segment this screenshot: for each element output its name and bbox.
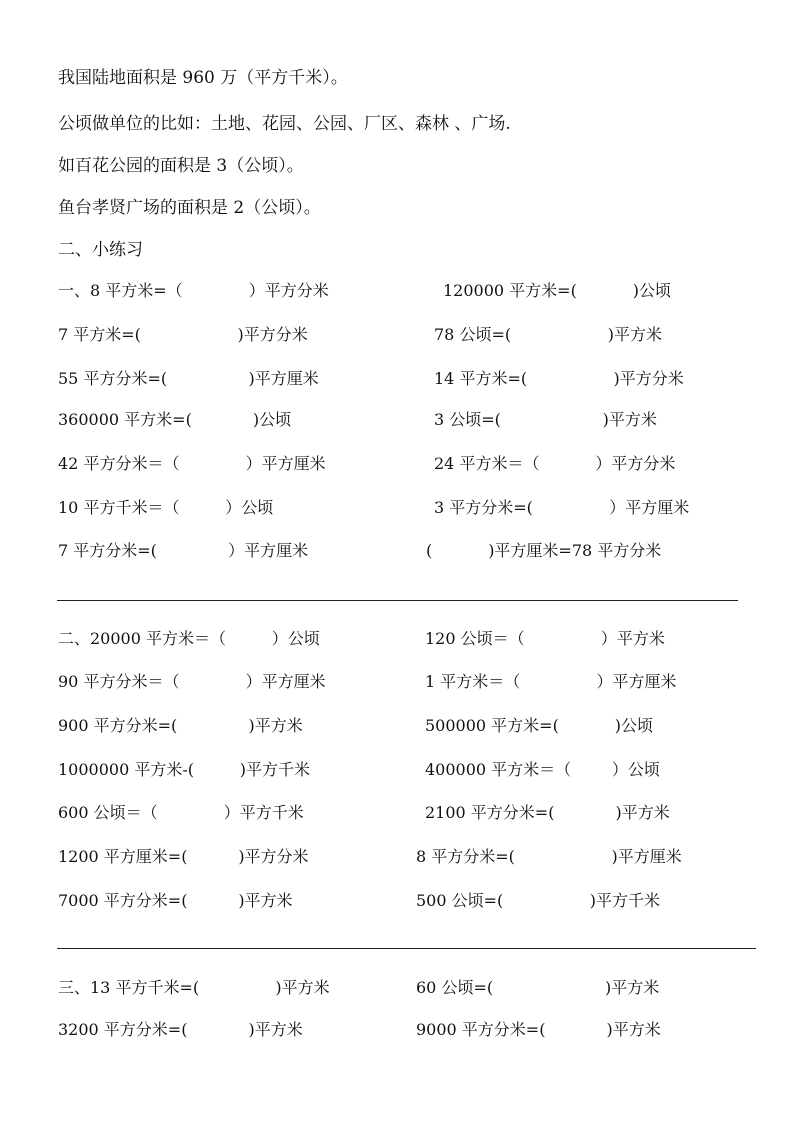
exercise-1-4-left: 360000 平方米=( )公顷 [58, 410, 292, 429]
exercise-1-5-left: 42 平方分米＝（ ）平方厘米 [58, 454, 326, 473]
exercise-3-1-left: 三、13 平方千米=( )平方米 [58, 978, 330, 997]
exercise-2-4-right: 400000 平方米＝（ ）公顷 [425, 760, 660, 779]
exercise-1-3-left: 55 平方分米=( )平方厘米 [58, 369, 319, 388]
intro-line-park-area: 如百花公园的面积是 3（公顷）。 [58, 156, 304, 176]
exercise-2-5-left: 600 公顷＝（ ）平方千米 [58, 803, 304, 822]
intro-line-square-area: 鱼台孝贤广场的面积是 2（公顷）。 [58, 198, 321, 218]
exercise-2-1-left: 二、20000 平方米＝（ ）公顷 [58, 629, 320, 648]
exercise-3-2-right: 9000 平方分米=( )平方米 [416, 1020, 661, 1039]
exercise-2-4-left: 1000000 平方米-( )平方千米 [58, 760, 311, 779]
exercise-1-6-left: 10 平方千米＝（ ）公顷 [58, 498, 274, 517]
section-divider-2 [57, 948, 756, 949]
exercise-1-7-right: ( )平方厘米=78 平方分米 [426, 541, 662, 560]
exercise-2-6-right: 8 平方分米=( )平方厘米 [416, 847, 682, 866]
exercise-2-6-left: 1200 平方厘米=( )平方分米 [58, 847, 309, 866]
exercise-2-1-right: 120 公顷＝（ ）平方米 [425, 629, 665, 648]
section-heading-practice: 二、小练习 [58, 240, 143, 260]
exercise-1-1-left: 一、8 平方米=（ ）平方分米 [58, 281, 329, 300]
exercise-3-1-right: 60 公顷=( )平方米 [416, 978, 660, 997]
exercise-1-5-right: 24 平方米＝（ ）平方分米 [434, 454, 676, 473]
exercise-2-3-right: 500000 平方米=( )公顷 [425, 716, 654, 735]
section-divider-1 [57, 600, 738, 601]
exercise-1-2-left: 7 平方米=( )平方分米 [58, 325, 308, 344]
exercise-2-7-left: 7000 平方分米=( )平方米 [58, 891, 293, 910]
exercise-2-2-right: 1 平方米＝（ ）平方厘米 [425, 672, 677, 691]
exercise-1-6-right: 3 平方分米=( ）平方厘米 [434, 498, 690, 517]
exercise-3-2-left: 3200 平方分米=( )平方米 [58, 1020, 303, 1039]
intro-line-land-area: 我国陆地面积是 960 万（平方千米）。 [58, 68, 348, 88]
exercise-1-3-right: 14 平方米=( )平方分米 [434, 369, 684, 388]
exercise-1-7-left: 7 平方分米=( ）平方厘米 [58, 541, 309, 560]
exercise-2-7-right: 500 公顷=( )平方千米 [416, 891, 660, 910]
exercise-2-2-left: 90 平方分米＝（ ）平方厘米 [58, 672, 326, 691]
exercise-1-2-right: 78 公顷=( )平方米 [434, 325, 662, 344]
exercise-2-3-left: 900 平方分米=( )平方米 [58, 716, 303, 735]
exercise-1-1-right: 120000 平方米=( )公顷 [443, 281, 672, 300]
exercise-2-5-right: 2100 平方分米=( )平方米 [425, 803, 670, 822]
intro-line-hectare-uses: 公顷做单位的比如：土地、花园、公园、厂区、森林 、广场. [58, 114, 511, 134]
exercise-1-4-right: 3 公顷=( )平方米 [434, 410, 657, 429]
